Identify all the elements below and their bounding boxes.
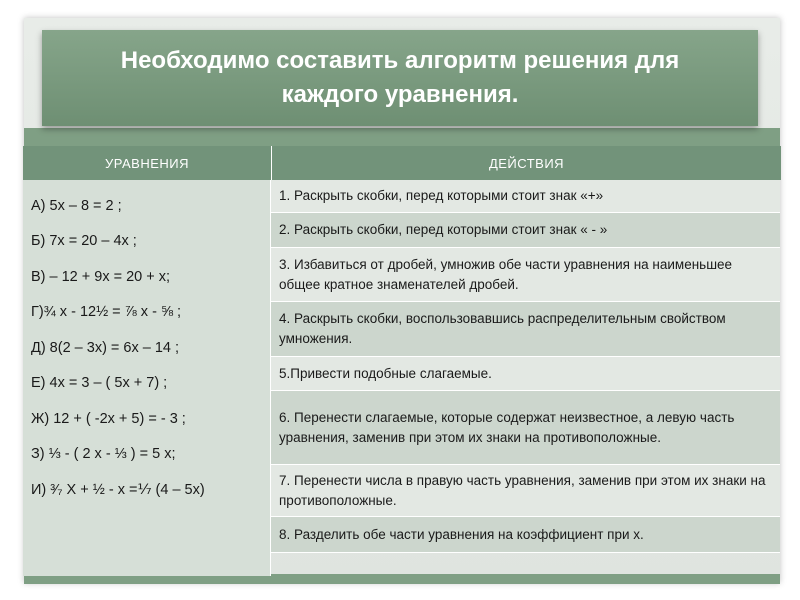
- action-row: 5.Привести подобные слагаемые.: [271, 357, 780, 391]
- title-banner: [42, 30, 758, 126]
- action-row: 6. Перенести слагаемые, которые содержат неизвестное, а левую часть уравнения, заменив при этом их знаки на противоположные.: [271, 391, 780, 465]
- algorithm-table: [23, 146, 781, 576]
- equation-item: Е) 4х = 3 – ( 5х + 7) ;: [31, 375, 168, 392]
- table-header: [23, 146, 781, 180]
- header-actions: ДЕЙСТВИЯ: [272, 146, 781, 180]
- action-row: 8. Разделить обе части уравнения на коэффициент при х.: [271, 517, 780, 553]
- action-row: 7. Перенести числа в правую часть уравнения, заменив при этом их знаки на противоположные.: [271, 465, 780, 517]
- action-row: 2. Раскрыть скобки, перед которыми стоит знак « - »: [271, 213, 780, 248]
- action-row: 3. Избавиться от дробей, умножив обе части уравнения на наименьшее общее кратное знаменателей дробей.: [271, 248, 780, 302]
- table-body: [23, 180, 781, 576]
- equation-item: Б) 7х = 20 – 4х ;: [31, 233, 137, 250]
- equations-column: [23, 180, 271, 576]
- equation-item: А) 5х – 8 = 2 ;: [31, 197, 122, 214]
- actions-column: [271, 180, 780, 576]
- equation-item: Ж) 12 + ( -2х + 5) = - 3 ;: [31, 410, 186, 427]
- equation-item: З) ⅓ - ( 2 х - ⅓ ) = 5 х;: [31, 446, 176, 463]
- slide-title: Необходимо составить алгоритм решения для каждого уравнения.: [120, 47, 680, 108]
- equation-item: И) ³⁄₇ Х + ½ - х =⅐ (4 – 5х): [31, 481, 205, 498]
- equation-item: В) – 12 + 9х = 20 + х;: [31, 268, 171, 285]
- equation-item: Г)¾ х - 12½ = ⅞ х - ⅝ ;: [31, 304, 182, 321]
- equation-item: Д) 8(2 – 3х) = 6х – 14 ;: [31, 339, 180, 356]
- action-row: 1. Раскрыть скобки, перед которыми стоит знак «+»: [271, 180, 780, 213]
- header-equations: УРАВНЕНИЯ: [23, 146, 272, 180]
- action-row: 4. Раскрыть скобки, воспользовавшись распределительным свойством умножения.: [271, 302, 780, 357]
